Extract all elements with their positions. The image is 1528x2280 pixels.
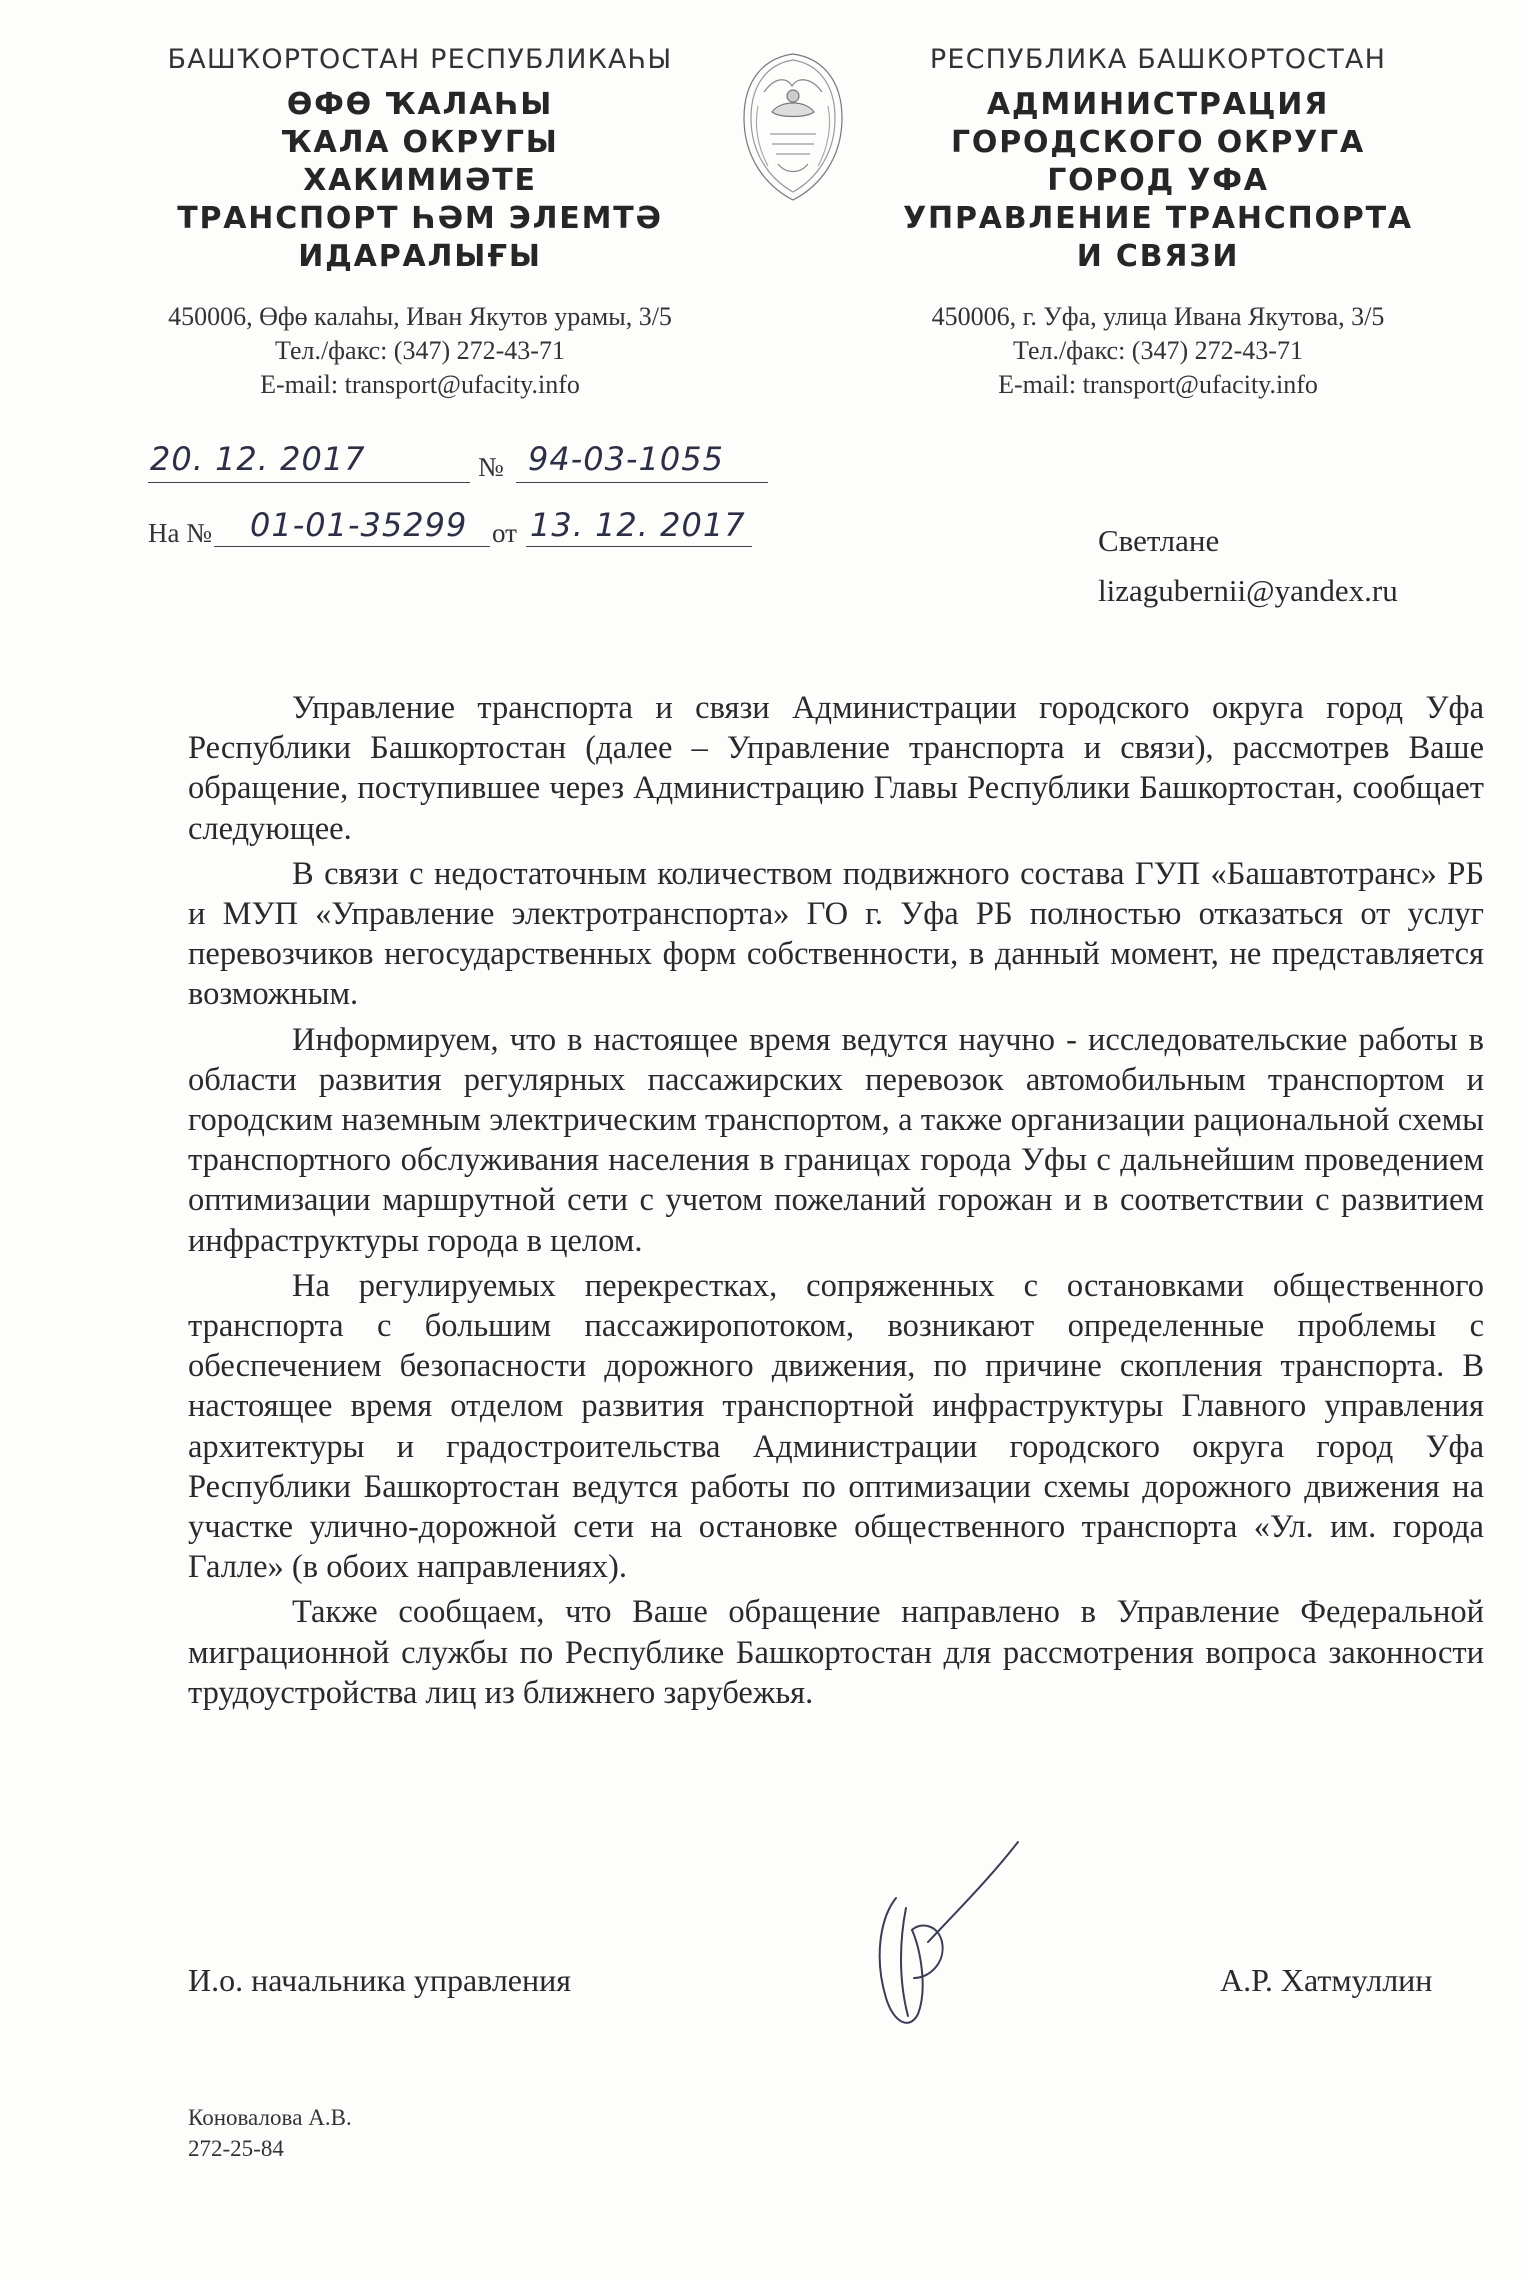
org-line: ТРАНСПОРТ ҺӘМ ЭЛЕМТӘ <box>177 201 663 236</box>
body-paragraph: Информируем, что в настоящее время ведутся научно - исследовательские работы в области развития регулярных пассажирских перевозок автомобильным транспортом и городским наземным электрическим транспортом, а также организации рациональной схемы транспортного обслуживания населения в границах города Уфы с дальнейшим проведением оптимизации маршрутной сети с учетом пожеланий горожан и в соответствии с развитием инфраструктуры города в целом. <box>188 1021 1484 1259</box>
org-line: УПРАВЛЕНИЕ ТРАНСПОРТА <box>903 201 1413 236</box>
org-line: ҠАЛА ОКРУГЫ <box>281 125 559 160</box>
body-paragraph: В связи с недостаточным количеством подвижного состава ГУП «Башавтотранс» РБ и МУП «Управление электротранспорта» ГО г. Уфа РБ полностью отказаться от услуг перевозчиков негосударственных форм собственности, в данный момент, не представляется возможным. <box>188 855 1484 1013</box>
email: E-mail: transport@ufacity.info <box>998 370 1318 399</box>
contacts-russian <box>868 300 1448 402</box>
date-underline <box>148 482 470 483</box>
organization-name-russian <box>868 86 1448 276</box>
contacts-bashkir <box>140 300 700 402</box>
body-paragraph: На регулируемых перекрестках, сопряженных с остановками общественного транспорта с большим пассажиропотоком, возникают определенные проблемы с обеспечением безопасности дорожного движения, по причине скопления транспорта. В настоящее время отделом развития транспортной инфраструктуры Главного управления архитектуры и градостроительства Администрации городского округа город Уфа Республики Башкортостан ведутся работы по оптимизации схемы дорожного движения на участке улично-дорожной сети на остановке общественного транспорта «Ул. им. города Галле» (в обоих направлениях). <box>188 1267 1484 1586</box>
body-paragraph: Также сообщаем, что Ваше обращение направлено в Управление Федеральной миграционной службы по Республике Башкортостан для рассмотрения вопроса законности трудоустройства лиц из ближнего зарубежья. <box>188 1594 1484 1711</box>
reply-date-underline <box>526 546 752 547</box>
handwritten-signature-icon <box>850 1838 1020 2038</box>
org-line: ИДАРАЛЫҒЫ <box>298 239 542 274</box>
letter-body <box>188 688 1484 1718</box>
from-label: от <box>492 518 517 548</box>
number-underline <box>516 482 768 483</box>
address: 450006, г. Уфа, улица Ивана Якутова, 3/5 <box>931 302 1385 331</box>
outgoing-number: 94-03-1055 <box>528 440 724 478</box>
body-paragraph: Управление транспорта и связи Администрации городского округа город Уфа Республики Башкортостан (далее – Управление транспорта и связи), рассмотрев Ваше обращение, поступившее через Администрацию Главы Республики Башкортостан, сообщает следующее. <box>188 690 1484 847</box>
signatory-name: А.Р. Хатмуллин <box>1220 1962 1433 1998</box>
executor-phone: 272-25-84 <box>188 2136 284 2161</box>
recipient-email: lizagubernii@yandex.ru <box>1098 573 1398 608</box>
phone-fax: Тел./факс: (347) 272-43-71 <box>275 336 565 365</box>
republic-name-bashkir: БАШҠОРТОСТАН РЕСПУБЛИКАҺЫ <box>167 44 673 75</box>
recipient-block <box>1098 516 1398 616</box>
signatory-position: И.о. начальника управления <box>188 1962 571 1998</box>
coat-of-arms-icon <box>734 48 852 208</box>
org-line: ХАКИМИӘТЕ <box>303 163 537 198</box>
org-line: ӨФӨ ҠАЛАҺЫ <box>286 87 554 122</box>
org-line: ГОРОД УФА <box>1047 163 1269 198</box>
email: E-mail: transport@ufacity.info <box>260 370 580 399</box>
letterhead-russian <box>868 42 1448 402</box>
executor-block <box>188 2102 352 2164</box>
reply-label: На № <box>148 518 212 548</box>
letterhead-bashkir <box>140 42 700 402</box>
organization-name-bashkir <box>140 86 700 276</box>
reply-date: 13. 12. 2017 <box>530 506 746 544</box>
republic-name-russian: РЕСПУБЛИКА БАШКОРТОСТАН <box>929 44 1387 75</box>
org-line: И СВЯЗИ <box>1076 239 1240 274</box>
address: 450006, Өфө калаһы, Иван Якутов урамы, 3/5 <box>168 302 672 331</box>
executor-name: Коноваловa А.В. <box>188 2105 352 2130</box>
org-line: АДМИНИСТРАЦИЯ <box>986 87 1330 122</box>
reply-number: 01-01-35299 <box>250 506 468 544</box>
reply-number-underline <box>214 546 490 547</box>
number-label: № <box>478 452 504 482</box>
recipient-name: Светлане <box>1098 523 1220 558</box>
outgoing-date: 20. 12. 2017 <box>150 440 366 478</box>
phone-fax: Тел./факс: (347) 272-43-71 <box>1013 336 1303 365</box>
org-line: ГОРОДСКОГО ОКРУГА <box>950 125 1365 160</box>
